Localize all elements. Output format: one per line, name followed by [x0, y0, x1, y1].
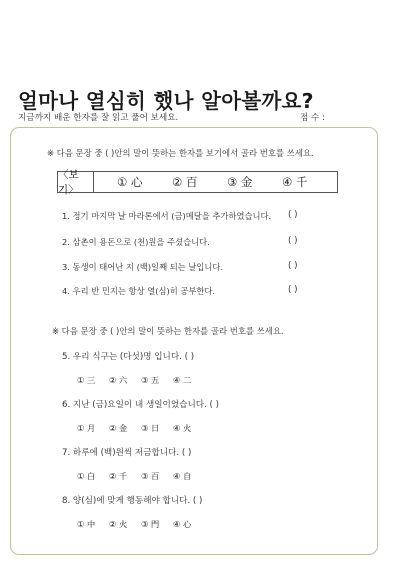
choice-option[interactable]: ③ 五	[141, 375, 160, 385]
question-6: 6. 지난 (금)요일이 내 생일이었습니다. ( )	[62, 400, 219, 410]
choices-5	[77, 375, 205, 386]
question-2: 2. 삼촌이 용돈으로 (천)원을 주셨습니다.	[62, 237, 210, 247]
question-1: 1. 정기 마지막 날 마라톤에서 (금)메달을 추가하였습니다.	[62, 211, 272, 221]
choice-option[interactable]: ① 中	[77, 519, 96, 529]
section2-instruction: ※ 다음 문장 중 ( )안의 말이 뜻하는 한자를 골라 번호를 쓰세요.	[52, 326, 284, 336]
bogi-option: ④ 千	[282, 175, 308, 189]
bogi-option: ① 心	[117, 175, 143, 189]
answer-blank-1[interactable]: ( )	[288, 210, 298, 220]
question-5: 5. 우리 식구는 (다섯)명 입니다. ( )	[62, 352, 195, 362]
answer-blank-3[interactable]: ( )	[288, 261, 298, 271]
bogi-box	[57, 169, 338, 196]
page-title: 얼마나 열심히 했나 알아볼까요?	[18, 89, 314, 113]
bogi-label: 〈보기〉	[58, 172, 94, 192]
bogi-options	[94, 174, 337, 190]
choice-option[interactable]: ④ 火	[173, 423, 192, 433]
choice-option[interactable]: ③ 門	[141, 519, 160, 529]
section1-instruction: ※ 다음 문장 중 ( )안의 말이 뜻하는 한자를 보기에서 골라 번호를 쓰세요.	[47, 148, 314, 158]
choice-option[interactable]: ② 六	[109, 375, 128, 385]
bogi-option: ② 百	[172, 175, 198, 189]
choice-option[interactable]: ④ 二	[173, 375, 192, 385]
choices-8	[77, 519, 205, 530]
choices-6	[77, 423, 205, 434]
choice-option[interactable]: ② 金	[109, 423, 128, 433]
choice-option[interactable]: ④ 心	[173, 519, 192, 529]
page-subtitle: 지금까지 배운 한자를 잘 읽고 풀어 보세요.	[18, 113, 179, 123]
choice-option[interactable]: ① 三	[77, 375, 96, 385]
choice-option[interactable]: ③ 百	[141, 471, 160, 481]
question-7: 7. 하루에 (백)원씩 저금합니다. ( )	[62, 448, 192, 458]
question-8: 8. 양(심)에 맞게 행동해야 합니다. ( )	[62, 496, 203, 506]
score-label: 점 수 :	[300, 113, 325, 123]
choice-option[interactable]: ② 火	[109, 519, 128, 529]
choices-7	[77, 471, 205, 482]
choice-option[interactable]: ③ 日	[141, 423, 160, 433]
choice-option[interactable]: ① 月	[77, 423, 96, 433]
bogi-option: ③ 金	[227, 175, 253, 189]
answer-blank-4[interactable]: ( )	[288, 285, 298, 295]
question-4: 4. 우리 반 민지는 항상 열(심)히 공부한다.	[62, 286, 216, 296]
answer-blank-2[interactable]: ( )	[288, 236, 298, 246]
choice-option[interactable]: ② 千	[109, 471, 128, 481]
question-3: 3. 동생이 태어난 지 (백)일째 되는 날입니다.	[62, 262, 224, 272]
choice-option[interactable]: ① 白	[77, 471, 96, 481]
choice-option[interactable]: ④ 自	[173, 471, 192, 481]
